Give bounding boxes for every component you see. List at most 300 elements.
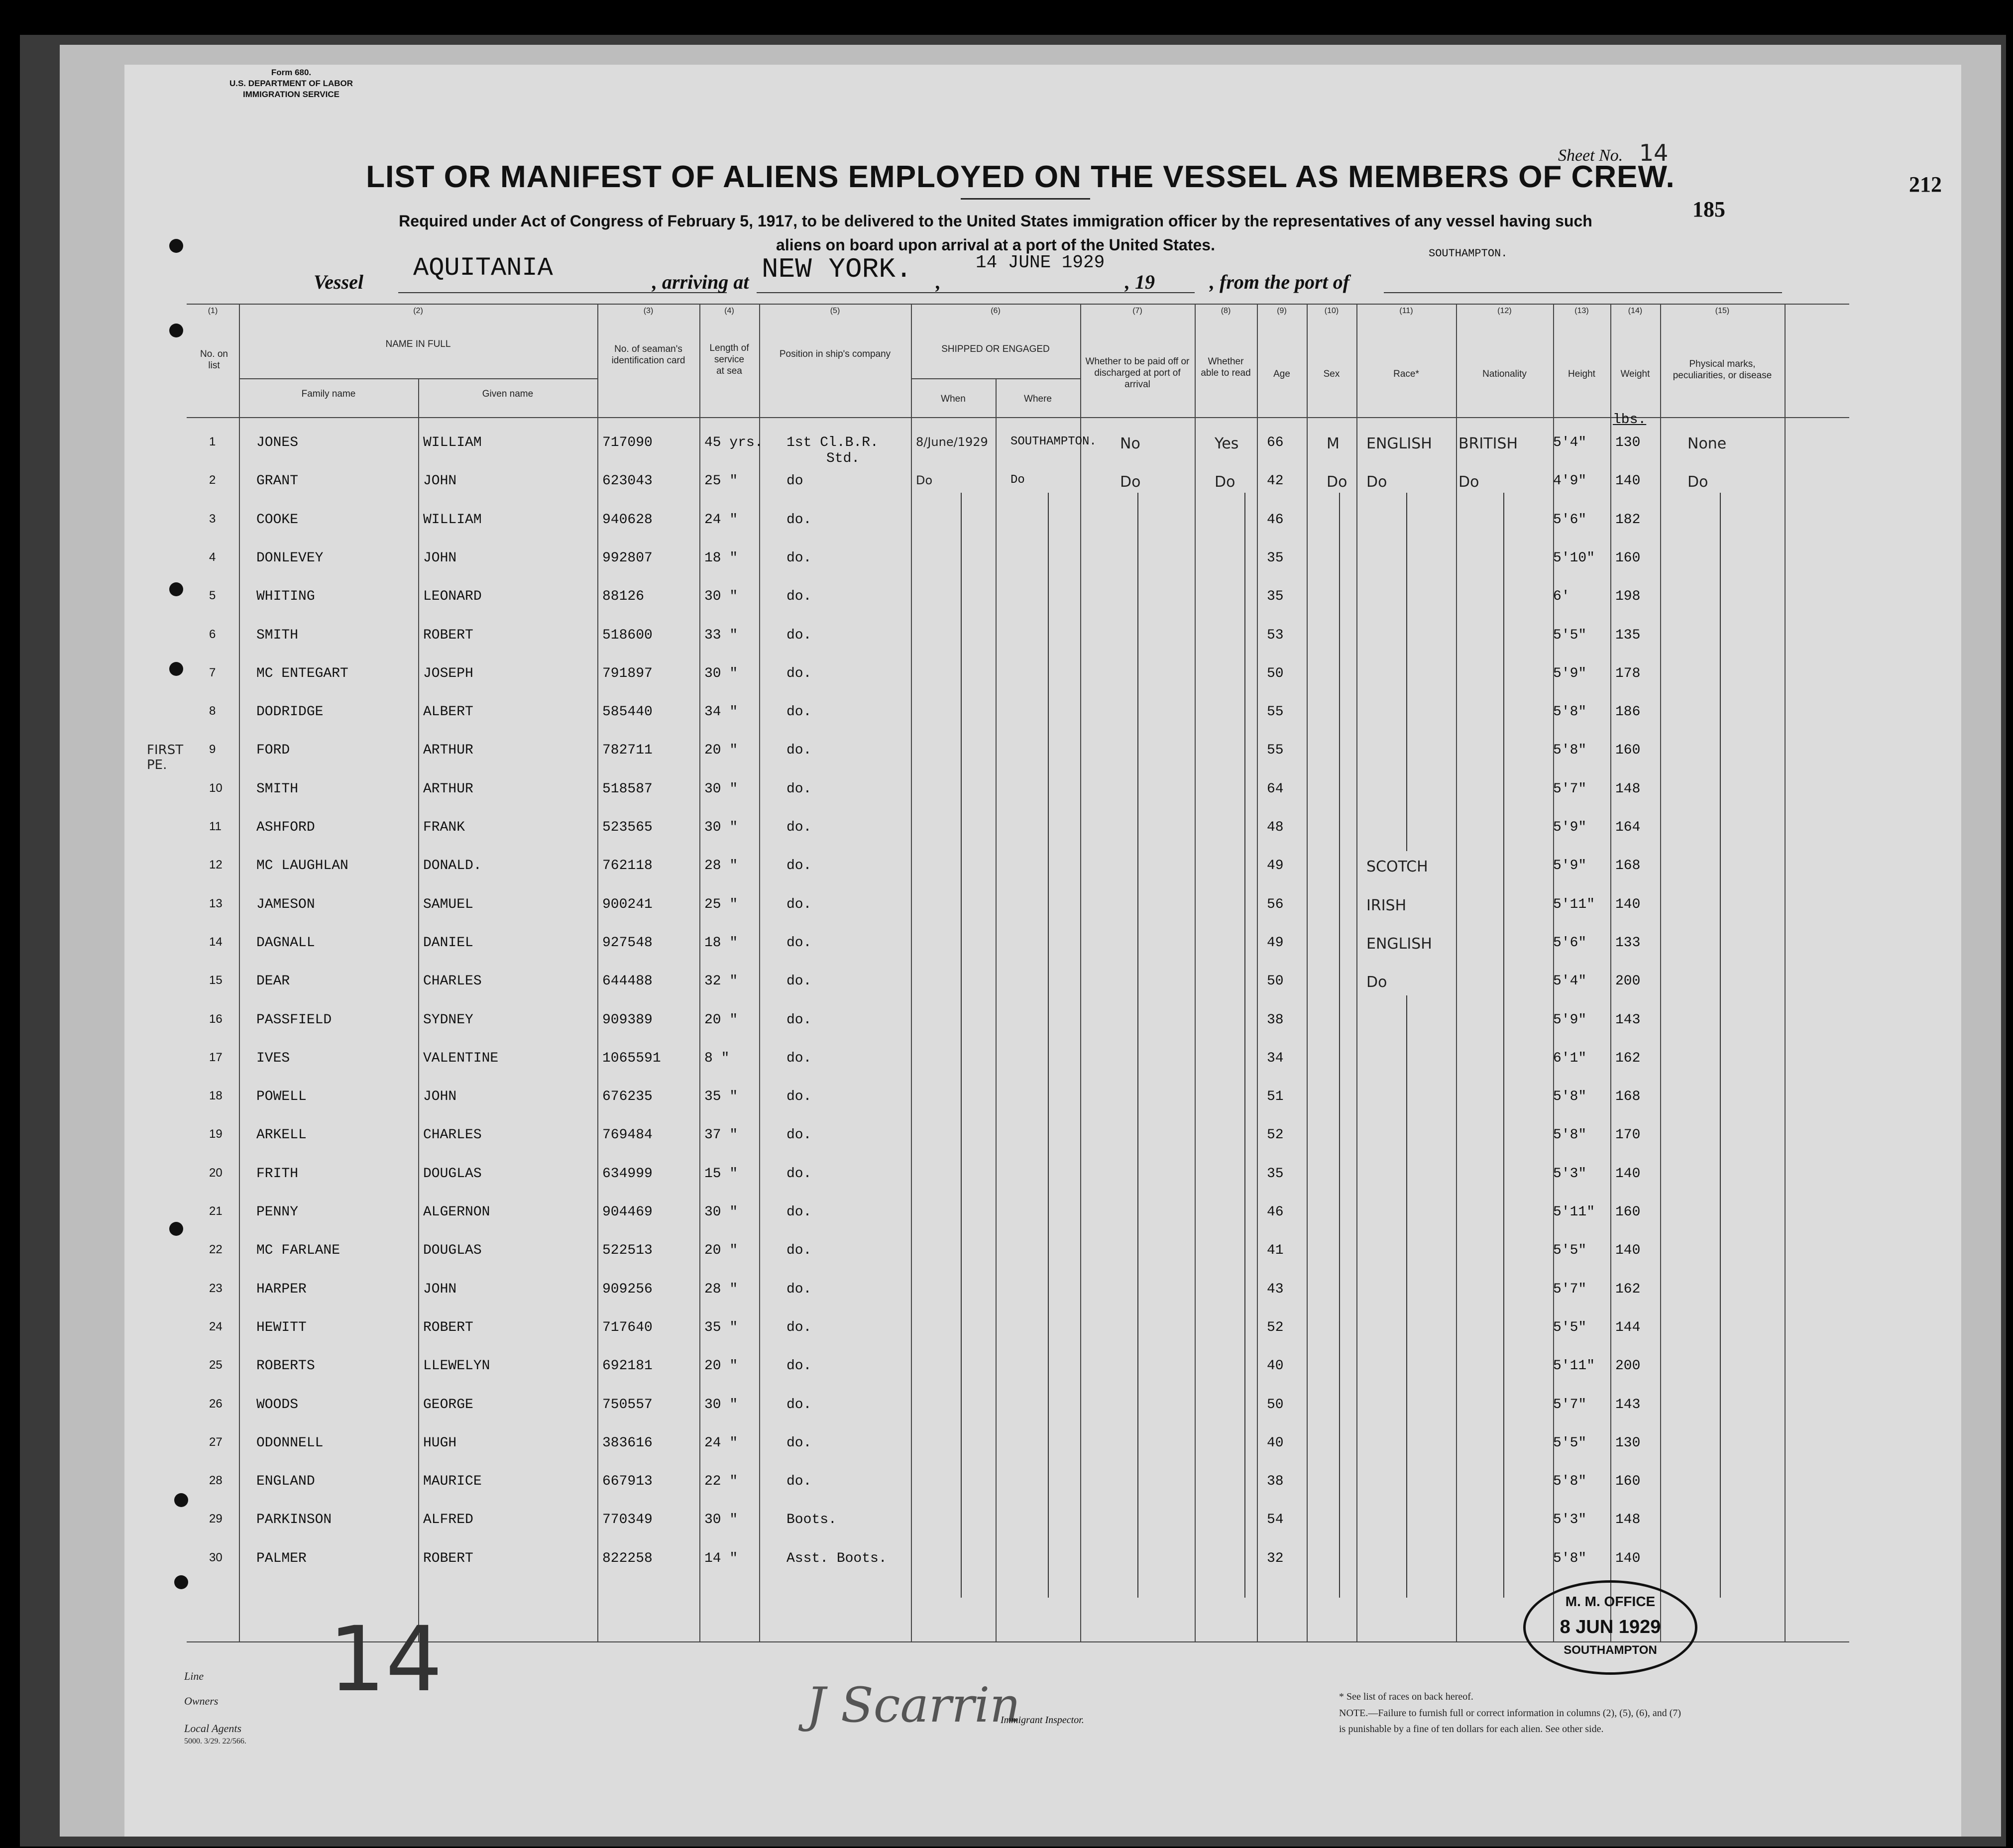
cell-family: PALMER [256,1550,307,1566]
cell-given: LLEWELYN [423,1358,490,1374]
cell-family: DONLEVEY [256,550,324,566]
cell-height: 5'5" [1553,1435,1587,1451]
table-row [0,428,2013,466]
cell-service: 15 " [704,1166,738,1182]
cell-no: 1 [209,435,216,448]
cell-family: FRITH [256,1166,299,1182]
from-port: SOUTHAMPTON. [1429,247,1508,260]
cell-no: 13 [209,896,223,910]
title-rule [961,198,1090,200]
cell-card: 585440 [602,704,653,720]
cell-sex: Do [1327,473,1347,491]
cell-weight: 148 [1615,1512,1641,1528]
cell-no: 5 [209,589,216,603]
cell-service: 25 " [704,896,738,912]
fine-note-1: NOTE.—Failure to furnish full or correct information in columns (2), (5), (6), and (7) [1339,1708,1681,1719]
header-able-read: Whether able to read [1201,356,1251,378]
cell-height: 5'9" [1553,858,1587,874]
cell-age: 35 [1267,1166,1284,1182]
header-height: Height [1568,369,1595,379]
cell-physical: Do [1687,473,1708,491]
colnum: (2) [413,307,423,315]
cell-position: do. [786,665,812,681]
cell-given: JOHN [423,473,457,489]
cell-family: ARKELL [256,1127,307,1143]
colnum: (12) [1497,307,1512,315]
header-nationality: Nationality [1482,369,1527,379]
header-family-name: Family name [301,389,356,399]
cell-family: DODRIDGE [256,704,324,720]
cell-service: 33 " [704,627,738,643]
cell-family: MC ENTEGART [256,665,348,681]
footer-agents-label: Local Agents [184,1722,242,1735]
from-label: , from the port of [1210,271,1350,293]
colnum: (8) [1221,307,1231,315]
cell-no: 9 [209,743,216,757]
cell-age: 53 [1267,627,1284,643]
cell-given: MAURICE [423,1474,482,1490]
cell-card: 88126 [602,589,645,605]
cell-no: 15 [209,974,223,987]
cell-card: 770349 [602,1512,653,1528]
cell-given: SYDNEY [423,1012,473,1028]
cell-weight: 186 [1615,704,1641,720]
cell-height: 5'9" [1553,820,1587,835]
cell-given: ARTHUR [423,743,473,759]
cell-given: DOUGLAS [423,1243,482,1259]
cell-no: 26 [209,1397,223,1411]
cell-no: 30 [209,1550,223,1564]
cell-card: 667913 [602,1474,653,1490]
table-row [0,697,2013,735]
table-row [0,1197,2013,1235]
cell-family: COOKE [256,512,299,528]
cell-age: 38 [1267,1012,1284,1028]
cell-weight: 135 [1615,627,1641,643]
cell-position: do. [786,1435,812,1451]
cell-no: 28 [209,1474,223,1488]
cell-weight: 143 [1615,1397,1641,1413]
cell-family: POWELL [256,1089,307,1105]
cell-race: ENGLISH [1366,935,1432,953]
cell-family: HEWITT [256,1319,307,1335]
cell-nationality: BRITISH [1458,435,1518,452]
cell-height: 5'5" [1553,1319,1587,1335]
cell-height: 5'3" [1553,1166,1587,1182]
date-underline [956,292,1195,293]
form-header [197,67,386,100]
cell-card: 927548 [602,935,653,951]
cell-family: IVES [256,1050,290,1066]
colnum: (9) [1277,307,1287,315]
cell-position: do. [786,974,812,989]
cell-card: 717090 [602,435,653,450]
header-position: Position in ship's company [779,349,891,359]
header-race: Race* [1393,369,1419,379]
cell-age: 66 [1267,435,1284,450]
cell-service: 32 " [704,974,738,989]
margin-number: 212 [1909,172,1942,197]
cell-given: JOHN [423,1089,457,1105]
sheet-value: 14 [1639,139,1669,166]
cell-age: 40 [1267,1358,1284,1374]
cell-family: PARKINSON [256,1512,332,1528]
cell-service: 30 " [704,781,738,797]
arrival-port: NEW YORK. [762,253,912,285]
ditto-line [1137,493,1138,1598]
colnum: (11) [1399,307,1413,315]
header-bottom-rule [187,417,1849,418]
cell-weight: 140 [1615,896,1641,912]
race-note: * See list of races on back hereof. [1339,1691,1473,1702]
cell-height: 5'3" [1553,1512,1587,1528]
year-label: , 19 [1125,271,1155,293]
cell-weight: 130 [1615,1435,1641,1451]
table-row [0,1390,2013,1428]
cell-sex: M [1327,435,1340,452]
cell-family: DEAR [256,974,290,989]
cell-age: 50 [1267,974,1284,989]
cell-weight: 200 [1615,974,1641,989]
cell-service: 8 " [704,1050,730,1066]
cell-position: Asst. Boots. [786,1550,887,1566]
cell-weight: 162 [1615,1050,1641,1066]
inspector-label: Immigrant Inspector. [1001,1715,1084,1726]
colnum: (3) [643,307,654,315]
cell-position: do. [786,896,812,912]
cell-weight: 160 [1615,550,1641,566]
cell-given: ALGERNON [423,1204,490,1220]
table-row [0,544,2013,581]
stamp-number: 185 [1692,197,1725,221]
cell-age: 38 [1267,1474,1284,1490]
cell-position: do. [786,704,812,720]
table-row [0,1120,2013,1158]
cell-weight: 140 [1615,1550,1641,1566]
header-shipped: SHIPPED OR ENGAGED [941,344,1050,354]
cell-height: 5'6" [1553,512,1587,528]
cell-card: 522513 [602,1243,653,1259]
cell-weight: 148 [1615,781,1641,797]
cell-given: JOHN [423,1281,457,1297]
cell-age: 51 [1267,1089,1284,1105]
cell-position: do. [786,1358,812,1374]
cell-no: 4 [209,550,216,564]
cell-card: 909389 [602,1012,653,1028]
handwritten-count: 14 [329,1608,443,1712]
cell-where: Do [1010,473,1025,487]
table-row [0,1044,2013,1082]
table-row [0,1082,2013,1120]
cell-family: ODONNELL [256,1435,324,1451]
colnum: (7) [1132,307,1142,315]
cell-no: 27 [209,1435,223,1449]
cell-card: 940628 [602,512,653,528]
cell-card: 676235 [602,1089,653,1105]
cell-no: 2 [209,473,216,487]
cell-height: 5'8" [1553,743,1587,759]
ditto-line [1720,493,1721,1598]
cell-family: PASSFIELD [256,1012,332,1028]
cell-card: 822258 [602,1550,653,1566]
cell-given: ARTHUR [423,781,473,797]
cell-age: 54 [1267,1512,1284,1528]
cell-card: 518587 [602,781,653,797]
cell-no: 19 [209,1127,223,1141]
cell-no: 22 [209,1243,223,1257]
cell-given: GEORGE [423,1397,473,1413]
cell-service: 18 " [704,935,738,951]
cell-family: HARPER [256,1281,307,1297]
table-row [0,659,2013,697]
cell-no: 12 [209,858,223,872]
cell-card: 523565 [602,820,653,835]
table-row [0,736,2013,773]
form-department: U.S. DEPARTMENT OF LABOR [229,79,353,88]
subtitle-line-1: Required under Act of Congress of February 5, 1917, to be delivered to the United States immigration officer by the representatives of any vessel having such [399,212,1592,230]
cell-age: 43 [1267,1281,1284,1297]
cell-read: Do [1215,473,1235,491]
header-length-service: Length of service at sea [709,343,749,376]
cell-family: ROBERTS [256,1358,315,1374]
colnum: (6) [991,307,1001,315]
cell-position: do. [786,1397,812,1413]
cell-given: CHARLES [423,1127,482,1143]
cell-position: do. [786,1243,812,1259]
table-row [0,774,2013,812]
cell-age: 49 [1267,935,1284,951]
cell-height: 5'7" [1553,781,1587,797]
cell-age: 35 [1267,550,1284,566]
footer-line-label: Line [184,1670,204,1682]
cell-service: 35 " [704,1089,738,1105]
cell-position: do. [786,1474,812,1490]
cell-given: DOUGLAS [423,1166,482,1182]
ditto-line [1048,493,1049,1598]
cell-given: VALENTINE [423,1050,499,1066]
ditto-line [1406,493,1407,851]
cell-given: WILLIAM [423,435,482,450]
cell-service: 30 " [704,665,738,681]
cell-given: LEONARD [423,589,482,605]
table-row [0,1505,2013,1543]
cell-given: ROBERT [423,627,473,643]
cell-family: SMITH [256,781,299,797]
cell-service: 20 " [704,1358,738,1374]
vessel-name: AQUITANIA [413,253,553,283]
table-row [0,1313,2013,1351]
cell-position: do. [786,1012,812,1028]
cell-given: JOSEPH [423,665,473,681]
cell-no: 11 [209,820,222,833]
cell-position: do. [786,1089,812,1105]
table-row [0,1428,2013,1466]
cell-race: IRISH [1366,896,1407,914]
shipped-subrule [911,378,1080,379]
cell-position: do. [786,820,812,835]
cell-family: ENGLAND [256,1474,315,1490]
cell-read: Yes [1215,435,1239,452]
cell-card: 904469 [602,1204,653,1220]
footer-owners-label: Owners [184,1695,219,1707]
colnum: (10) [1324,307,1339,315]
cell-service: 24 " [704,512,738,528]
cell-given: SAMUEL [423,896,473,912]
ditto-line [1244,493,1245,1598]
form-number: Form 680. [271,68,312,77]
cell-weight: 160 [1615,1474,1641,1490]
cell-family: GRANT [256,473,299,489]
cell-no: 23 [209,1281,223,1295]
cell-physical: None [1687,435,1727,452]
cell-service: 22 " [704,1474,738,1490]
cell-height: 5'9" [1553,1012,1587,1028]
cell-position: do. [786,550,812,566]
cell-age: 49 [1267,858,1284,874]
cell-age: 50 [1267,665,1284,681]
cell-age: 40 [1267,1435,1284,1451]
cell-card: 900241 [602,896,653,912]
cell-service: 37 " [704,1127,738,1143]
colnum: (15) [1715,307,1730,315]
cell-age: 64 [1267,781,1284,797]
cell-no: 14 [209,935,223,949]
colnum: (14) [1628,307,1643,315]
cell-card: 762118 [602,858,653,874]
vessel-label: Vessel [314,271,363,293]
cell-no: 29 [209,1512,223,1526]
cell-no: 7 [209,665,216,679]
cell-age: 50 [1267,1397,1284,1413]
table-row [0,967,2013,1004]
ditto-line [1406,995,1407,1598]
cell-no: 25 [209,1358,223,1372]
cell-position: do. [786,1281,812,1297]
cell-card: 750557 [602,1397,653,1413]
table-row [0,890,2013,928]
arrival-underline [757,292,981,293]
cell-weight: 168 [1615,1089,1641,1105]
cell-height: 5'11" [1553,1204,1595,1220]
cell-age: 56 [1267,896,1284,912]
comma: , [936,271,941,293]
cell-position: do. [786,589,812,605]
table-row [0,505,2013,543]
cell-service: 20 " [704,1243,738,1259]
cell-no: 10 [209,781,223,795]
cell-weight: 182 [1615,512,1641,528]
cell-height: 5'8" [1553,1089,1587,1105]
cell-given: JOHN [423,550,457,566]
cell-age: 48 [1267,820,1284,835]
page-title: LIST OR MANIFEST OF ALIENS EMPLOYED ON THE VESSEL AS MEMBERS OF CREW. [366,160,1675,194]
cell-age: 55 [1267,704,1284,720]
cell-age: 35 [1267,589,1284,605]
cell-no: 20 [209,1166,223,1180]
cell-position: 1st Cl.B.R. [786,435,879,450]
cell-service: 20 " [704,743,738,759]
cell-family: WOODS [256,1397,299,1413]
table-row [0,1275,2013,1312]
subtitle-line-2: aliens on board upon arrival at a port of the United States. [776,236,1215,254]
colnum: (4) [724,307,734,315]
cell-height: 5'8" [1553,1127,1587,1143]
header-name-in-full: NAME IN FULL [385,339,451,349]
cell-family: MC LAUGHLAN [256,858,348,874]
cell-height: 5'11" [1553,1358,1595,1374]
cell-card: 644488 [602,974,653,989]
cell-race: Do [1366,473,1387,491]
table-row [0,582,2013,620]
header-id-card: No. of seaman's identification card [611,344,685,366]
cell-weight: 200 [1615,1358,1641,1374]
cell-age: 42 [1267,473,1284,489]
cell-card: 634999 [602,1166,653,1182]
cell-given: HUGH [423,1435,457,1451]
cell-age: 34 [1267,1050,1284,1066]
cell-position: do. [786,512,812,528]
ditto-line [1503,493,1504,1598]
office-stamp [1523,1580,1697,1675]
fine-note-2: is punishable by a fine of ten dollars for each alien. See other side. [1339,1724,1604,1735]
cell-position: do. [786,1319,812,1335]
margin-note: FIRST PE. [147,743,184,773]
cell-card: 692181 [602,1358,653,1374]
cell-height: 5'9" [1553,665,1587,681]
header-sex: Sex [1323,369,1340,379]
cell-position: do. [786,627,812,643]
cell-card: 383616 [602,1435,653,1451]
cell-no: 24 [209,1319,223,1333]
cell-service: 18 " [704,550,738,566]
table-row [0,928,2013,966]
cell-height: 6' [1553,589,1570,605]
cell-height: 6'1" [1553,1050,1587,1066]
cell-age: 52 [1267,1127,1284,1143]
cell-height: 4'9" [1553,473,1587,489]
cell-weight: 140 [1615,1243,1641,1259]
header-when: When [941,394,966,404]
cell-card: 791897 [602,665,653,681]
cell-where: SOUTHAMPTON. [1010,435,1097,448]
table-row [0,621,2013,658]
punch-hole [169,324,183,337]
cell-weight: 130 [1615,435,1641,450]
colnum: (5) [830,307,840,315]
cell-weight: 168 [1615,858,1641,874]
cell-weight: 160 [1615,743,1641,759]
cell-weight: 144 [1615,1319,1641,1335]
cell-service: 24 " [704,1435,738,1451]
cell-service: 25 " [704,473,738,489]
cell-height: 5'11" [1553,896,1595,912]
header-no-on-list: No. on list [200,349,228,371]
cell-height: 5'8" [1553,1474,1587,1490]
cell-age: 32 [1267,1550,1284,1566]
header-age: Age [1273,369,1290,379]
form-service: IMMIGRATION SERVICE [243,90,339,99]
cell-age: 46 [1267,1204,1284,1220]
table-row [0,1351,2013,1389]
cell-position: do. [786,1204,812,1220]
cell-weight: 160 [1615,1204,1641,1220]
table-row [0,1544,2013,1582]
cell-service: 35 " [704,1319,738,1335]
cell-given: ROBERT [423,1319,473,1335]
from-underline [1384,292,1782,293]
cell-family: FORD [256,743,290,759]
colnum: (13) [1574,307,1589,315]
